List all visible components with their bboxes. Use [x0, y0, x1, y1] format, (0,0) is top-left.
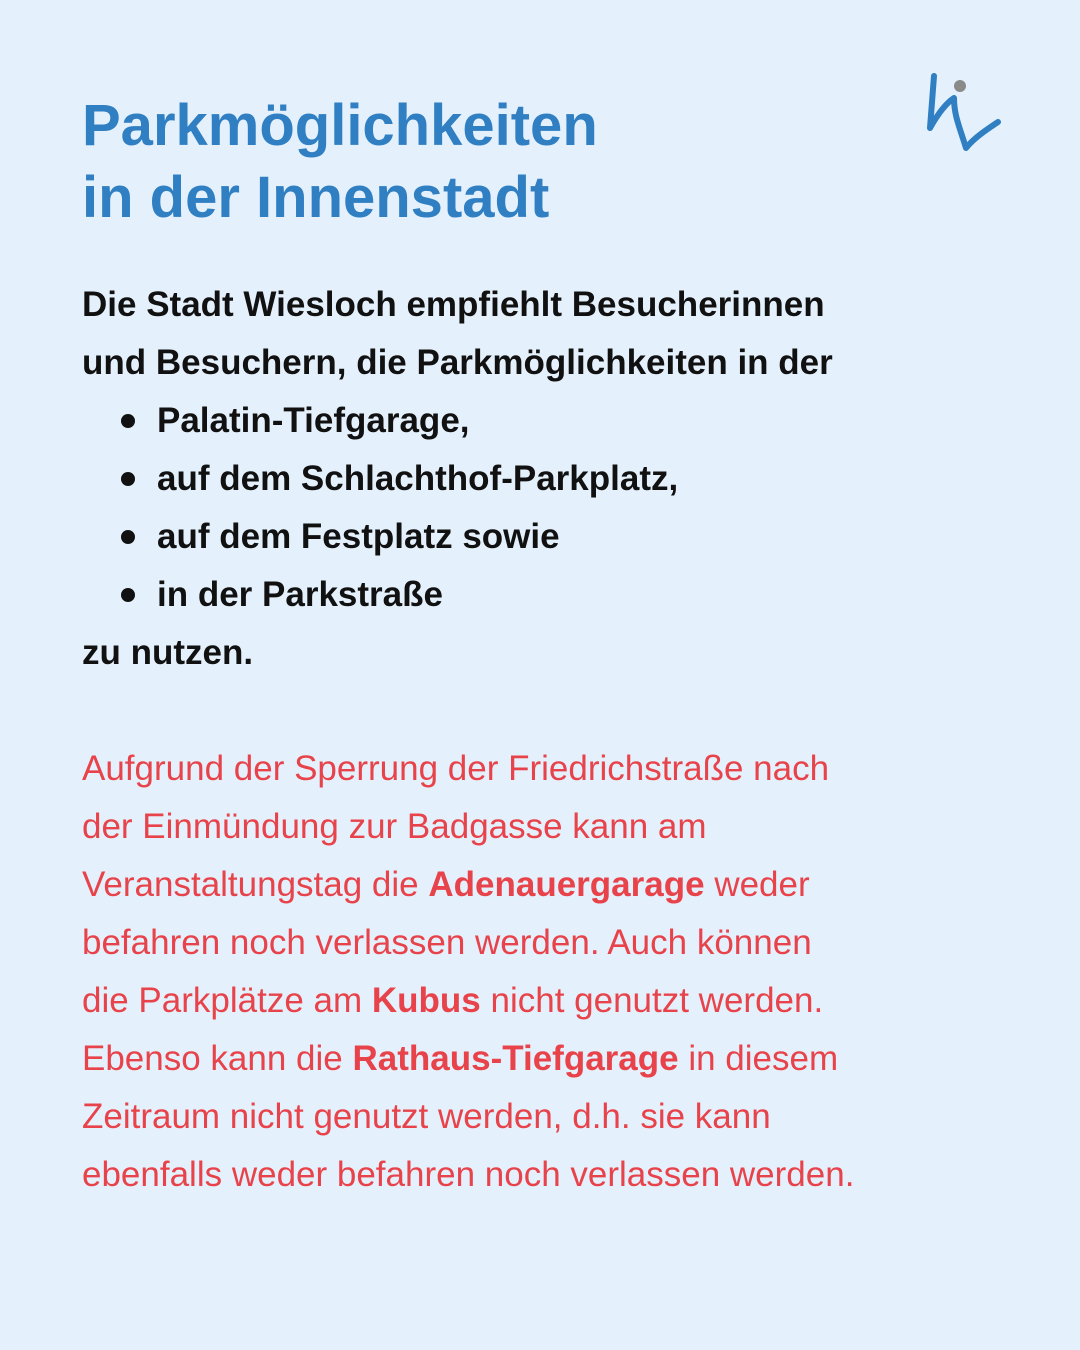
intro-closing: zu nutzen. [82, 633, 254, 672]
parking-list [82, 392, 1042, 624]
intro-line-2: und Besuchern, die Parkmöglichkeiten in der [82, 343, 833, 382]
bullet-icon [121, 414, 135, 428]
intro-paragraph [82, 276, 1042, 682]
bullet-icon [121, 588, 135, 602]
notice-text: Ebenso kann die [82, 1039, 353, 1078]
list-item-label: Palatin-Tiefgarage, [157, 401, 470, 440]
list-item [82, 508, 1042, 566]
notice-line-3 [82, 856, 1042, 914]
notice-text: nicht genutzt werden. [480, 981, 824, 1020]
notice-text: die Parkplätze am [82, 981, 372, 1020]
notice-line-7: Zeitraum nicht genutzt werden, d.h. sie kann [82, 1097, 771, 1136]
bullet-icon [121, 530, 135, 544]
kubus-highlight: Kubus [371, 981, 481, 1020]
list-item-label: in der Parkstraße [157, 575, 443, 614]
list-item [82, 392, 1042, 450]
list-item [82, 450, 1042, 508]
list-item [82, 566, 1042, 624]
notice-line-2: der Einmündung zur Badgasse kann am [82, 807, 707, 846]
list-item-label: auf dem Festplatz sowie [157, 517, 560, 556]
bullet-icon [121, 472, 135, 486]
adenauergarage-highlight: Adenauergarage [428, 865, 705, 904]
rathaus-tiefgarage-highlight: Rathaus-Tiefgarage [352, 1039, 679, 1078]
page-title [82, 90, 882, 234]
title-line-2: in der Innenstadt [82, 165, 550, 230]
intro-line-1: Die Stadt Wiesloch empfiehlt Besucherinnen [82, 285, 825, 324]
notice-line-1: Aufgrund der Sperrung der Friedrichstraße nach [82, 749, 830, 788]
notice-line-8: ebenfalls weder befahren noch verlassen werden. [82, 1155, 855, 1194]
wiesloch-logo-icon [920, 70, 1010, 160]
title-line-1: Parkmöglichkeiten [82, 93, 598, 158]
notice-text: weder [704, 865, 810, 904]
notice-text: in diesem [678, 1039, 839, 1078]
closure-notice [82, 740, 1042, 1204]
notice-line-4: befahren noch verlassen werden. Auch können [82, 923, 812, 962]
notice-line-6 [82, 1030, 1042, 1088]
list-item-label: auf dem Schlachthof-Parkplatz, [157, 459, 679, 498]
notice-text: Veranstaltungstag die [82, 865, 429, 904]
notice-line-5 [82, 972, 1042, 1030]
